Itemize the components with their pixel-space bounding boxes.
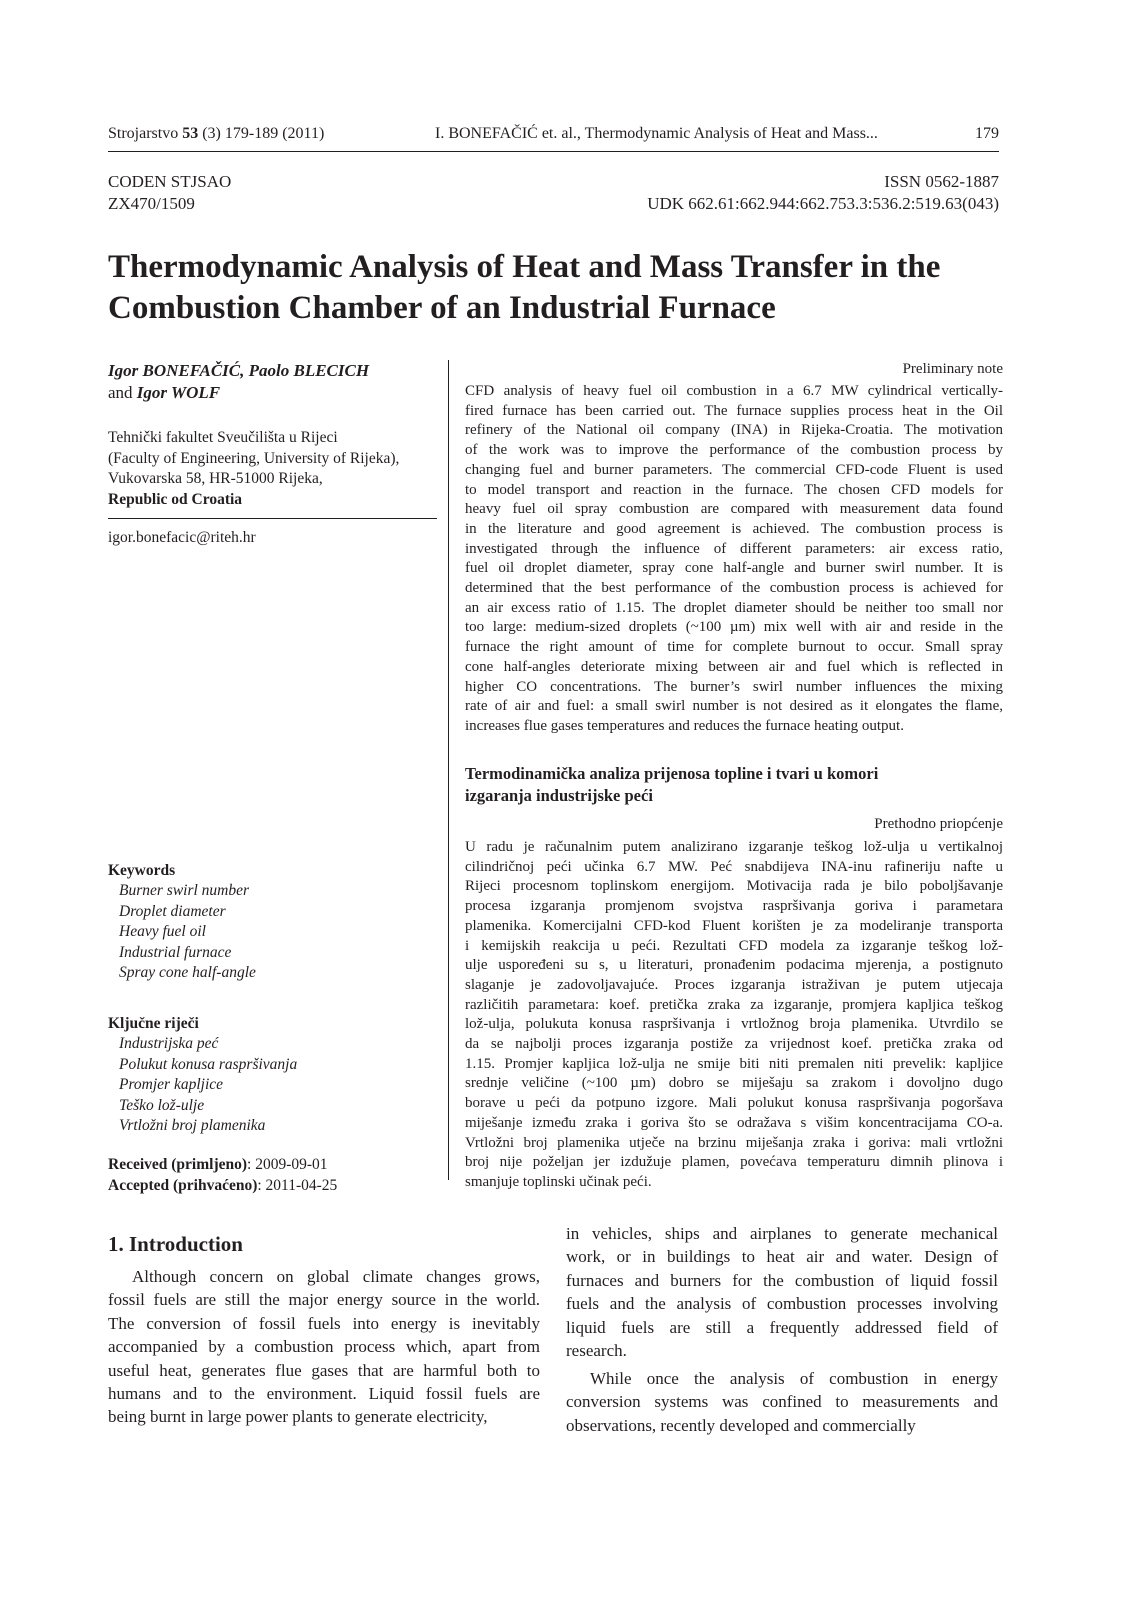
affiliation-line: Tehnički fakultet Sveučilišta u Rijeci: [108, 429, 338, 446]
issn: ISSN 0562-1887: [884, 172, 999, 191]
kljucna-rijec-item: Teško lož-ulje: [119, 1096, 205, 1114]
received-date: : 2009-09-01: [247, 1156, 328, 1173]
abstract-line: changing fuel and burner parameters. The commercial CFD-code Fluent is used: [465, 461, 1003, 478]
abstract-line: too large: medium-sized droplets (~100 µm) mix well with air and reside in the: [465, 619, 1003, 636]
keyword-item: Heavy fuel oil: [119, 923, 206, 941]
abstract-line: to model transport and reaction in the furnace. The chosen CFD models for: [465, 481, 1003, 498]
body-text-line: fuels and the analysis of combustion processes involving: [566, 1294, 998, 1314]
abstract-line: procesa izgaranja promjenom svojstva raspršivanja goriva i parametara: [465, 898, 1003, 915]
accepted-label: Accepted (prihvaćeno): [108, 1176, 258, 1194]
running-header-journal: [108, 124, 324, 144]
paper-type-note: Preliminary note: [902, 361, 1003, 377]
kljucne-rijeci-heading: Ključne riječi: [108, 1015, 199, 1032]
kljucne-rijeci-block: [108, 1014, 297, 1137]
croatian-title: [465, 763, 1003, 807]
abstract-line: Rijeci procesnom toplinskom energijom. Motivacija rada je bilo poboljšavanje: [465, 878, 1003, 895]
running-title: Thermodynamic Analysis of Heat and Mass...: [584, 125, 878, 142]
body-text-line: fossil fuels are still the major energy source in the world.: [108, 1290, 540, 1310]
intro-paragraph-left: [108, 1265, 540, 1429]
abstract-line: CFD analysis of heavy fuel oil combustion in a 6.7 MW cylindrical vertically-: [465, 383, 1003, 399]
author-email[interactable]: igor.bonefacic@riteh.hr: [108, 529, 256, 546]
body-text-line: liquid fuels are still a frequently addressed field of: [566, 1317, 998, 1337]
abstract-line: refinery of the National oil company (INA) in Rijeka-Croatia. The motivation: [465, 422, 1003, 439]
affiliation-line: (Faculty of Engineering, University of Rijeka),: [108, 449, 400, 467]
abstract-line: cilindričnoj peći učinka 6.7 MW. Peć snabdijeva INA-inu rafineriju nafte u: [465, 858, 1003, 875]
body-text-line: research.: [566, 1341, 627, 1361]
abstract-line: increases flue gases temperatures and reduces the furnace heating output.: [465, 717, 904, 734]
abstract-line: determined that the best performance of the combustion process is achieved for: [465, 580, 1003, 597]
keywords-list: [108, 881, 256, 984]
croatian-title-line: izgaranja industrijske peći: [465, 786, 653, 805]
page-number: 179: [975, 125, 999, 142]
abstract-line: i kemijskih reakcija u peći. Rezultati CFD modela za izgaranje teškog lož-: [465, 937, 1003, 954]
abstract-line: ulje uspoređeni su s, u literaturi, pronađenim podacima mjerenja, a postignuto: [465, 957, 1003, 974]
udk: UDK 662.61:662.944:662.753.3:536.2:519.63(043): [647, 194, 999, 213]
abstract-line: plamenika. Komercijalni CFD-kod Fluent korišten je za modeliranje transporta: [465, 917, 1003, 934]
kljucna-rijec-item: Promjer kapljice: [119, 1076, 224, 1094]
intro-paragraph-right-2: [566, 1367, 998, 1437]
body-text-line: While once the analysis of combustion in energy: [590, 1369, 998, 1388]
section-heading-introduction: 1. Introduction: [108, 1232, 243, 1256]
abstract-line: broj nije poželjan jer izdužuje plamen, povećava temperaturu dimnih plinova i: [465, 1154, 1003, 1171]
abstract-line: rate of air and fuel: a small swirl number is not desired as it elongates the flame,: [465, 698, 1003, 715]
body-text-line: useful heat, generates flue gases that are harmful both to: [108, 1360, 540, 1380]
kljucna-rijec-item: Industrijska peć: [119, 1035, 219, 1052]
abstract-line: of the work was to improve the performance of the combustion process by: [465, 442, 1003, 459]
body-text-line: furnaces and burners for the combustion of liquid fossil: [566, 1270, 998, 1290]
abstract-line: borave u peći da potpuno izgore. Mali polukut konusa raspršivanja pogoršava: [465, 1095, 1003, 1112]
affiliation-rule: [108, 518, 437, 519]
kljucna-rijec-item: Vrtložni broj plamenika: [119, 1117, 266, 1135]
body-text-line: in vehicles, ships and airplanes to generate mechanical: [566, 1224, 998, 1243]
abstract-english: [465, 382, 1003, 737]
abstract-line: smanjuje toplinski učinak peći.: [465, 1173, 652, 1190]
abstract-line: heavy fuel oil spray combustion are compared with measurement data found: [465, 501, 1003, 518]
body-text-line: accompanied by a combustion process which, apart from: [108, 1337, 540, 1357]
body-text-line: Although concern on global climate changes grows,: [132, 1267, 540, 1286]
keyword-item: Industrial furnace: [119, 943, 232, 961]
running-header-title: [435, 124, 878, 144]
column-divider: [448, 360, 449, 1180]
abstract-croatian: [465, 838, 1003, 1193]
body-text-line: The conversion of fossil fuels into energy is inevitably: [108, 1313, 540, 1333]
affiliation-country: Republic od Croatia: [108, 490, 243, 508]
abstract-line: slaganje je zadovoljavajuće. Proces izgaranja istraživan je putem utjecaja: [465, 976, 1003, 993]
coden: CODEN STJSAO: [108, 172, 232, 191]
journal-code: ZX470/1509: [108, 194, 195, 213]
article-title-line: Combustion Chamber of an Industrial Furnace: [108, 290, 776, 326]
abstract-line: lož-ulja, polukuta konusa raspršivanja i vrtložnog broja plamenika. Utvrdilo se: [465, 1016, 1003, 1033]
article-title: [108, 247, 1028, 329]
journal-volume: 53: [182, 125, 199, 142]
author-names: Igor BONEFAČIĆ, Paolo BLECICH: [108, 361, 370, 380]
author-and: and: [108, 383, 133, 402]
header-rule: [108, 151, 999, 152]
dates: [108, 1155, 337, 1196]
affiliation: [108, 428, 438, 510]
author-names: Igor WOLF: [136, 383, 221, 402]
abstract-line: različitih parametara: koef. pretička zraka za izgaranje, promjera kapljica teškog: [465, 996, 1003, 1013]
abstract-line: da se najbolji proces izgaranja postiže za vrijednost koef. pretička zraka od: [465, 1036, 1003, 1053]
kljucna-rijec-item: Polukut konusa raspršivanja: [119, 1055, 298, 1073]
journal-issue: (3) 179-189 (2011): [202, 125, 325, 142]
abstract-line: fired furnace has been carried out. The furnace supplies process heat in the Oil: [465, 402, 1003, 419]
kljucne-rijeci-list: [108, 1034, 297, 1137]
keyword-item: Spray cone half-angle: [119, 964, 256, 982]
abstract-line: miješanje između zraka i goriva što se odražava s višim koncentracijama CO-a.: [465, 1114, 1003, 1131]
keyword-item: Burner swirl number: [119, 882, 250, 899]
authors: [108, 360, 438, 404]
abstract-line: investigated through the influence of different parameters: air excess ratio,: [465, 540, 1003, 557]
body-text-line: humans and to the environment. Liquid fossil fuels are: [108, 1384, 540, 1404]
keywords-block: [108, 861, 256, 984]
affiliation-line: Vukovarska 58, HR-51000 Rijeka,: [108, 470, 323, 487]
keywords-heading: Keywords: [108, 862, 176, 879]
keyword-item: Droplet diameter: [119, 902, 226, 920]
abstract-line: fuel oil droplet diameter, spray cone half-angle and burner swirl number. It is: [465, 560, 1003, 577]
body-text-line: conversion systems was confined to measurements and: [566, 1392, 998, 1412]
abstract-line: cone half-angles deteriorate mixing between air and fuel which is reflected in: [465, 658, 1003, 675]
abstract-line: an air excess ratio of 1.15. The droplet diameter should be neither too small nor: [465, 599, 1003, 616]
accepted-date: : 2011-04-25: [257, 1176, 338, 1194]
abstract-line: Vrtložni broj plamenika utječe na brzinu miješanja zraka i goriva: mali vrtložni: [465, 1134, 1003, 1151]
abstract-line: U radu je računalnim putem analizirano izgaranje teškog lož-ulja u vertikalnoj: [465, 839, 1003, 855]
abstract-line: higher CO concentrations. The burner’s swirl number influences the mixing: [465, 678, 1003, 695]
article-title-line: Thermodynamic Analysis of Heat and Mass Transfer in the: [108, 249, 941, 285]
abstract-line: in the literature and good agreement is achieved. The combustion process is: [465, 520, 1003, 537]
journal-name: Strojarstvo: [108, 125, 179, 142]
abstract-line: furnace the right amount of time for complete burnout to occur. Small spray: [465, 639, 1003, 656]
body-text-line: work, or in buildings to heat air and water. Design of: [566, 1247, 998, 1267]
received-label: Received (primljeno): [108, 1156, 248, 1173]
croatian-paper-type-note: Prethodno priopćenje: [874, 816, 1003, 832]
abstract-line: srednje veličine (~100 µm) dobro se miješaju sa zrakom i dovoljno dugo: [465, 1075, 1003, 1092]
croatian-title-line: Termodinamička analiza prijenosa topline i tvari u komori: [465, 764, 879, 783]
body-text-line: being burnt in large power plants to generate electricity,: [108, 1407, 488, 1427]
running-authors: I. BONEFAČIĆ et. al.,: [435, 125, 581, 142]
abstract-line: 1.15. Promjer kapljica lož-ulja ne smije biti niti premalen niti prevelik: kapljice: [465, 1055, 1003, 1072]
body-text-line: observations, recently developed and commercially: [566, 1415, 916, 1435]
intro-paragraph-right: [566, 1222, 998, 1362]
